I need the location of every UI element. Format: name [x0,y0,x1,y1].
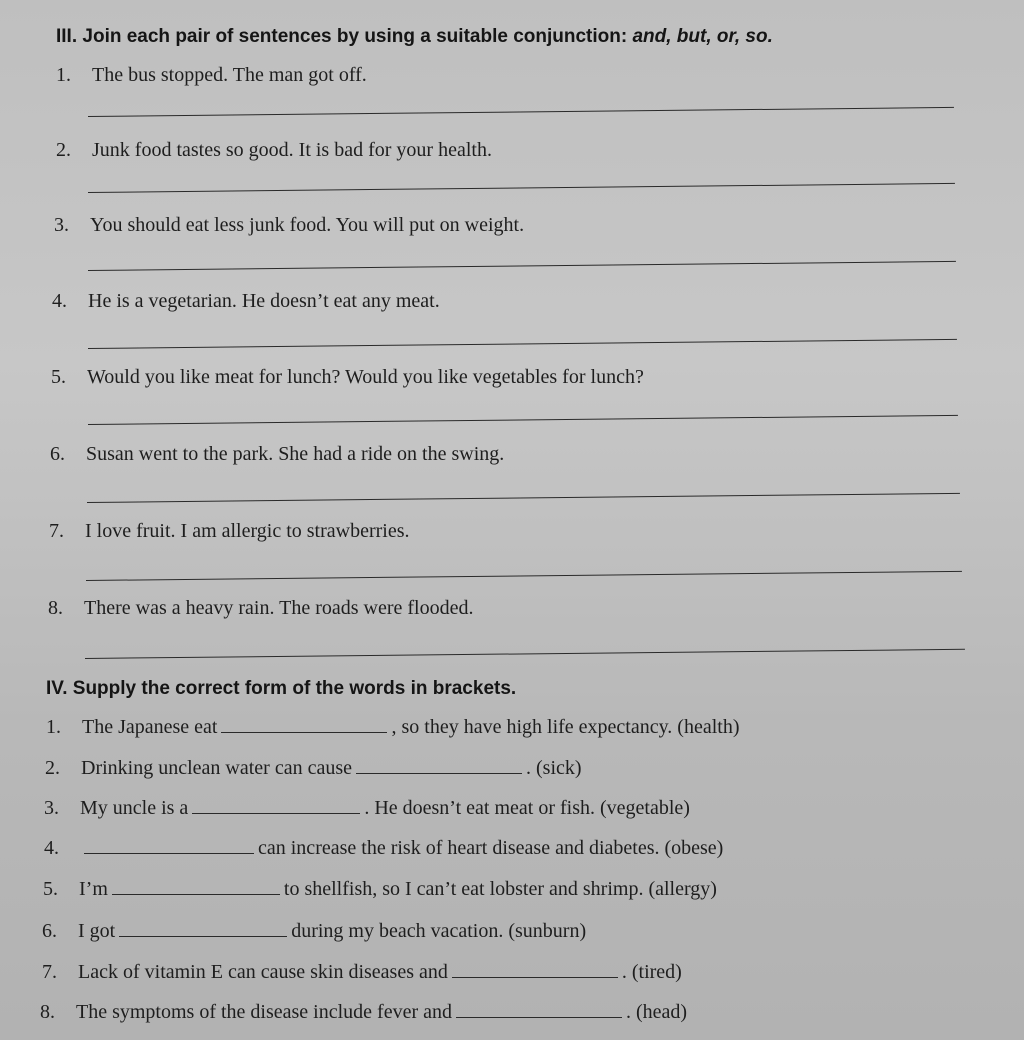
s4-item-8-after: . (head) [626,1001,688,1023]
s4-item-8-number: 8. [40,1001,55,1023]
s4-item-3-before: My uncle is a [80,797,189,819]
s3-item-7-number: 7. [49,520,64,542]
s4-item-6 [42,920,586,943]
s4-item-3-blank[interactable] [192,797,360,814]
s4-item-3-number: 3. [44,797,59,819]
s3-answer-line-2[interactable] [88,183,955,193]
s4-item-4 [44,837,723,860]
s4-item-1 [46,716,740,739]
s4-item-2-after: . (sick) [526,757,582,779]
s3-item-8 [48,597,473,620]
s4-item-7-number: 7. [42,961,57,983]
s3-item-1-text: The bus stopped. The man got off. [92,64,367,86]
s3-item-2-number: 2. [56,139,71,161]
s4-item-2-number: 2. [45,757,60,779]
section-4-heading: IV. Supply the correct form of the words in brackets. [46,678,517,699]
s3-item-3-text: You should eat less junk food. You will put on weight. [90,214,525,236]
s3-item-1-number: 1. [56,64,71,86]
s4-item-6-after: during my beach vacation. (sunburn) [291,920,587,942]
s4-item-8 [40,1001,687,1024]
s3-item-1 [56,64,367,87]
s3-item-3 [54,214,524,237]
s4-item-5-after: to shellfish, so I can’t eat lobster and shrimp. (allergy) [283,878,717,900]
s3-item-5-text: Would you like meat for lunch? Would you like vegetables for lunch? [87,366,644,388]
s4-item-5-number: 5. [43,878,58,900]
s3-answer-line-1[interactable] [88,107,954,117]
s4-item-3 [44,797,690,820]
section-3-heading-text: III. Join each pair of sentences by using a suitable conjunction: [56,26,633,47]
s3-item-4-text: He is a vegetarian. He doesn’t eat any meat. [88,290,440,312]
s4-item-5-blank[interactable] [112,878,280,895]
s3-item-3-number: 3. [54,214,69,236]
s3-answer-line-3[interactable] [88,261,956,271]
s4-item-1-blank[interactable] [221,716,387,733]
s3-answer-line-5[interactable] [88,415,958,425]
s3-answer-line-7[interactable] [86,571,962,581]
s4-item-7 [42,961,682,984]
s4-item-1-after: , so they have high life expectancy. (health) [391,716,740,738]
s3-item-5-number: 5. [51,366,66,388]
s3-answer-line-8[interactable] [85,649,965,659]
s4-item-2-before: Drinking unclean water can cause [81,757,352,779]
s4-item-4-number: 4. [44,837,59,859]
s3-item-5 [51,366,644,389]
s3-item-8-number: 8. [48,597,63,619]
s4-item-6-number: 6. [42,920,57,942]
s4-item-8-blank[interactable] [456,1001,622,1018]
s3-answer-line-6[interactable] [87,493,960,503]
s3-item-7 [49,520,410,543]
s4-item-3-after: . He doesn’t eat meat or fish. (vegetable) [364,797,690,819]
s4-item-5-before: I’m [79,878,108,900]
s4-item-7-before: Lack of vitamin E can cause skin diseases and [78,961,448,983]
s4-item-5 [43,878,717,901]
s4-item-8-before: The symptoms of the disease include fever and [76,1001,452,1023]
s4-item-2-blank[interactable] [356,757,522,774]
s4-item-6-blank[interactable] [119,920,287,937]
s3-item-2-text: Junk food tastes so good. It is bad for your health. [92,139,492,161]
s3-item-6-text: Susan went to the park. She had a ride on the swing. [86,443,505,465]
s4-item-2 [45,757,582,780]
s4-item-6-before: I got [78,920,116,942]
s3-item-7-text: I love fruit. I am allergic to strawberries. [85,520,410,542]
section-3-heading [56,26,773,48]
s4-item-4-after: can increase the risk of heart disease and diabetes. (obese) [258,837,724,859]
s4-item-1-before: The Japanese eat [82,716,218,738]
s4-item-4-blank[interactable] [84,837,254,854]
s4-item-7-blank[interactable] [452,961,618,978]
s3-item-4 [52,290,440,313]
s4-item-1-number: 1. [46,716,61,738]
s4-item-7-after: . (tired) [621,961,682,983]
s3-item-6-number: 6. [50,443,65,465]
s3-answer-line-4[interactable] [88,339,957,349]
section-3-conjunctions: and, but, or, so. [632,26,773,47]
s3-item-2 [56,139,492,162]
s3-item-4-number: 4. [52,290,67,312]
s3-item-8-text: There was a heavy rain. The roads were flooded. [84,597,474,619]
s3-item-6 [50,443,504,466]
